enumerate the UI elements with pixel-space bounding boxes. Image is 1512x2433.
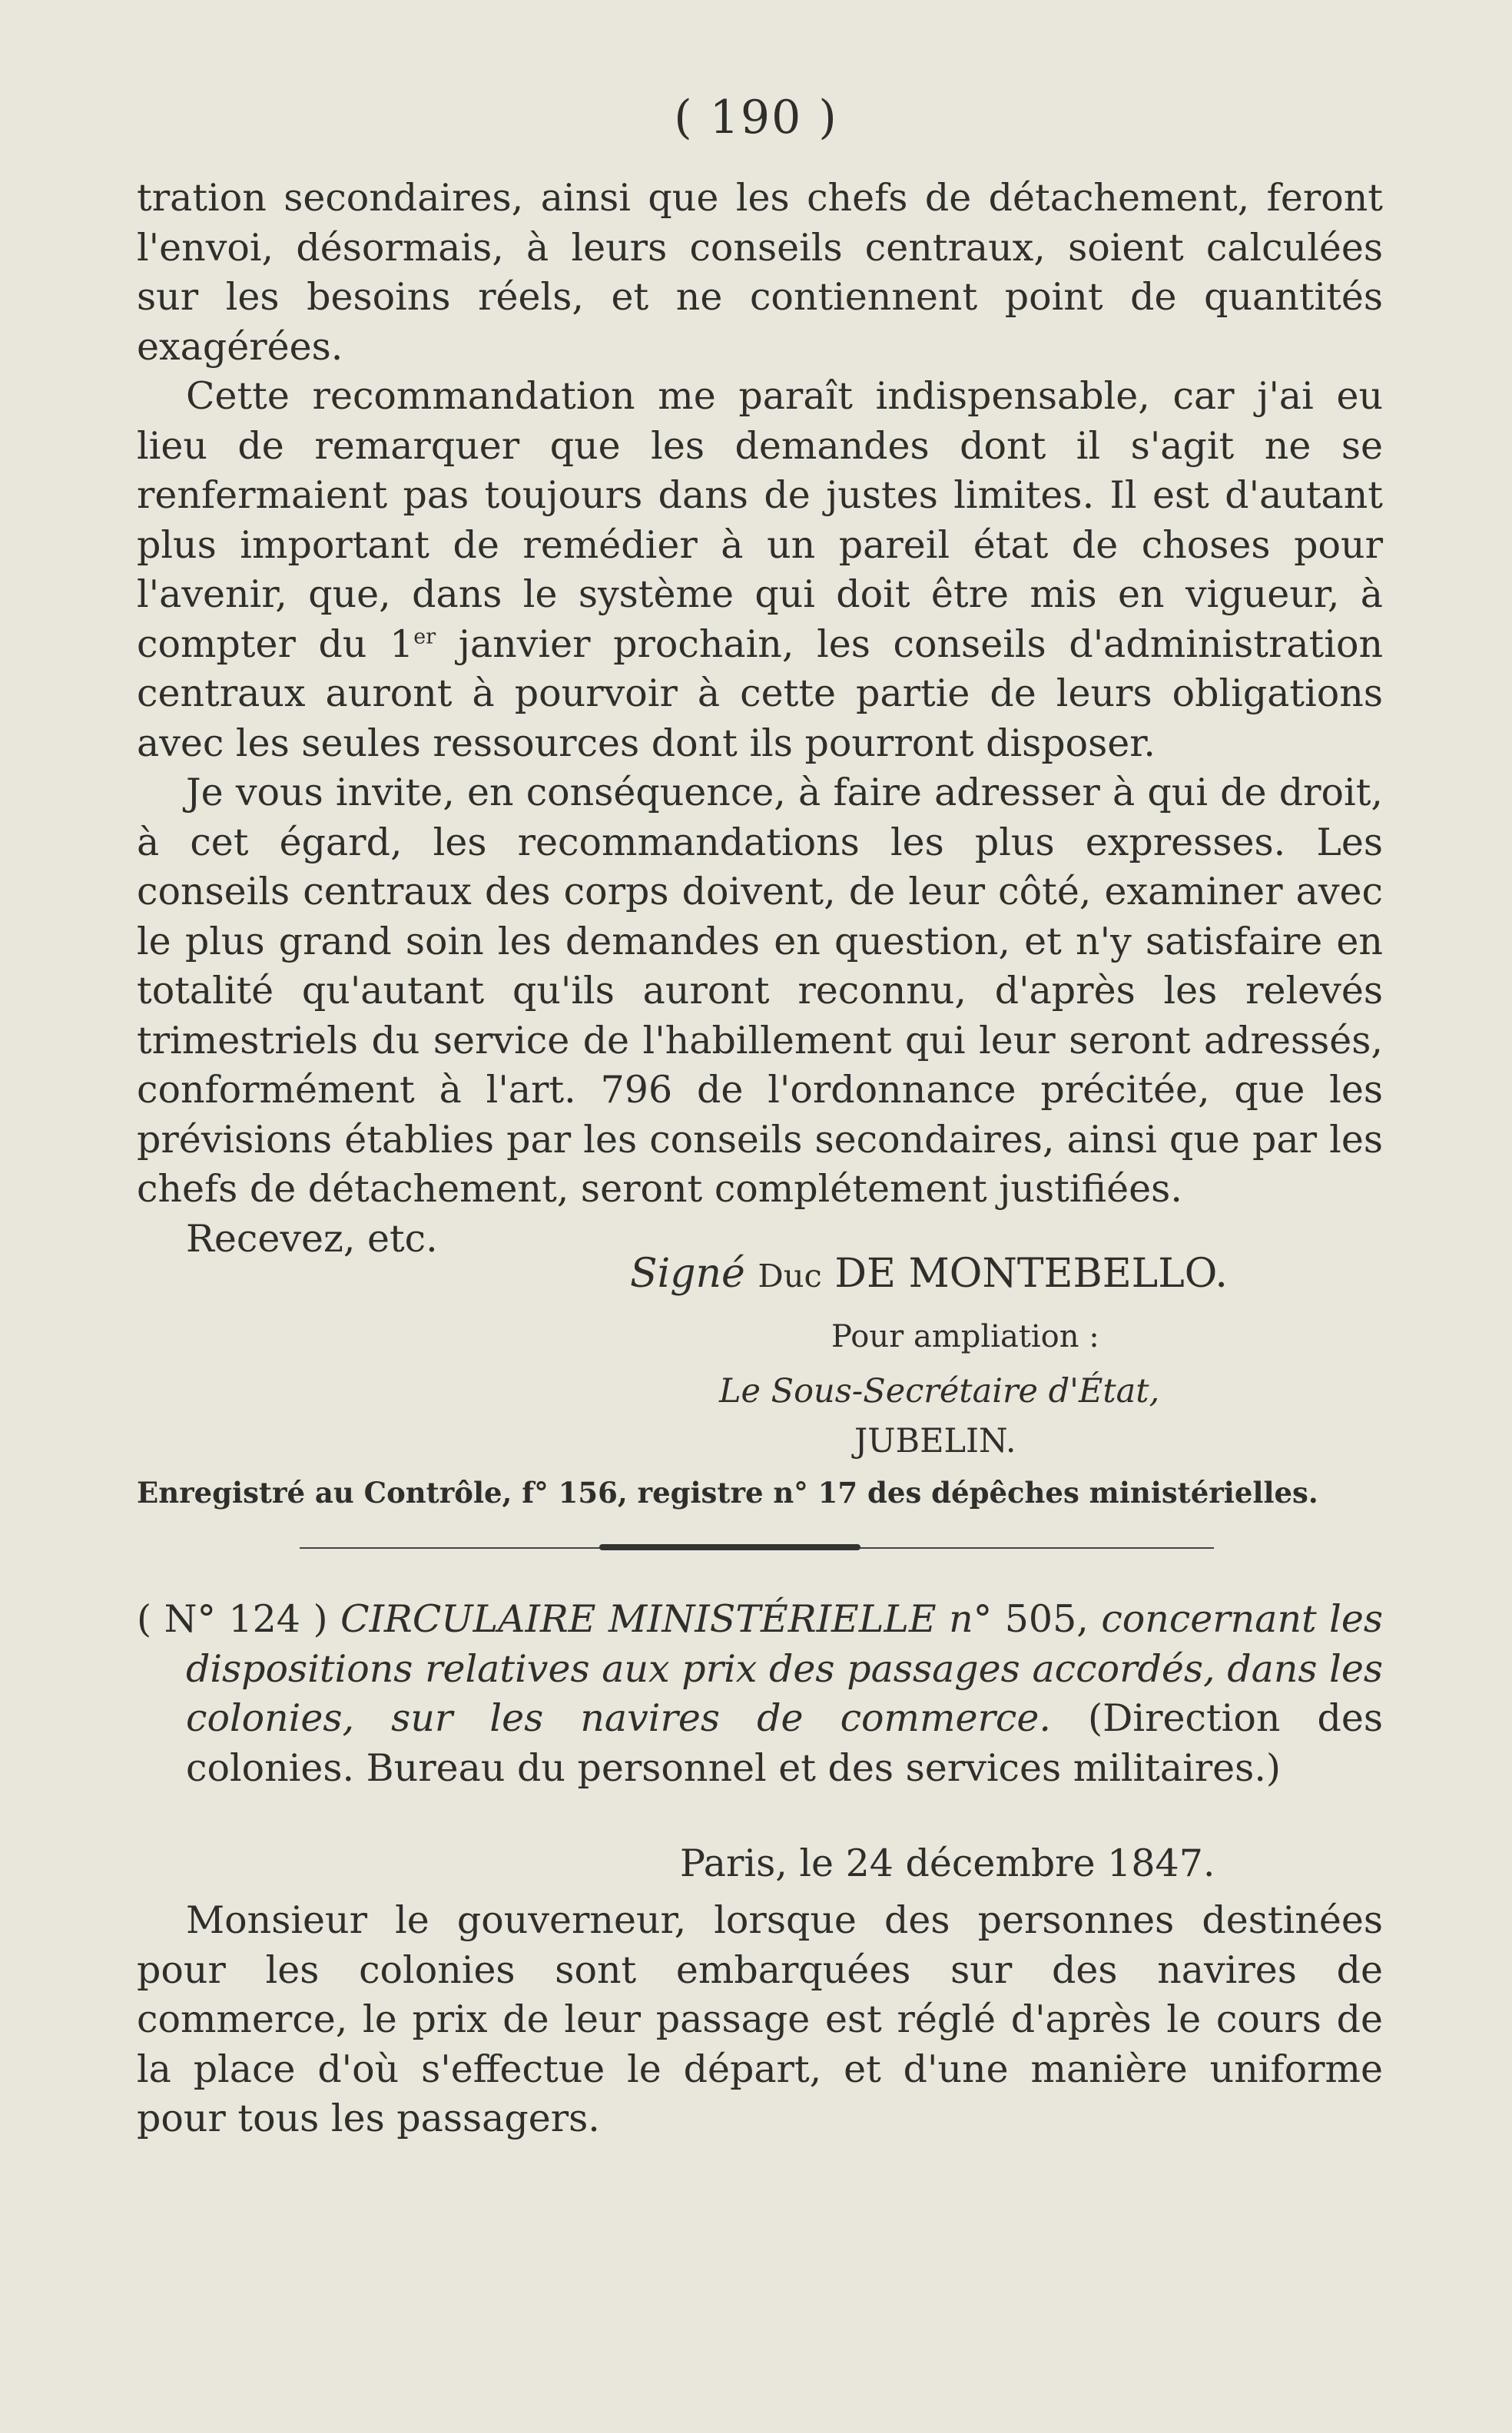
superscript-er: er [413,625,436,649]
paragraph-3: Je vous invite, en conséquence, à faire adresser à qui de droit, à cet égard, les recommandations les plus expresses. Les conseils centraux des corps doivent, de leur côté, examiner avec le plus grand soin les demandes en question, et n'y satisfaire en totalité qu'autant qu'ils auront reconnu, d'après les relevés trimestriels du service de l'habillement qui leur seront adressés, conformément à l'art. 796 de l'ordonnance précitée, que les prévisions établies par les conseils secondaires, ainsi que par les chefs de détachement, seront complétement justifiées. [137,771,1383,1211]
circular-paragraph-1: Monsieur le gouverneur, lorsque des personnes destinées pour les colonies sont embarquées sur des navires de commerce, le prix de leur passage est réglé d'après le cours de la place d'où s'effectue le départ, et d'une manière uniforme pour tous les passagers. [137,1898,1383,2140]
circular-direction: (Direction des colonies. Bureau du personnel et des services militaires.) [186,1696,1383,1790]
page-number: ( 190 ) [674,91,838,144]
circular-subject: concernant les dispositions relatives aux prix des passages accordés, dans les colonies, sur les navires de commerce. [186,1597,1383,1740]
paragraph-1: tration secondaires, ainsi que les chefs de détachement, feront l'envoi, désormais, à leurs conseils centraux, soient calculées sur les besoins réels, et ne contiennent point de quantités exagérées. [137,176,1383,369]
signature-name: DE MONTEBELLO. [834,1251,1228,1297]
circular-number: ( N° 124 ) [137,1597,328,1641]
circular-header [137,1595,1383,1793]
ampliation-line: Pour ampliation : [831,1319,1099,1354]
section-divider-ornament [599,1544,860,1550]
circular-title: CIRCULAIRE MINISTÉRIELLE [340,1597,937,1641]
circular-heading [137,1595,1383,1793]
letter-body [137,174,1383,1264]
paragraph-2-part-b: janvier prochain, les conseils d'administration centraux auront à pourvoir à cette partie de leurs obligations avec les seules ressources dont ils pourront disposer. [137,622,1383,765]
paragraph-2 [137,372,1383,768]
sous-secretaire-line: Le Sous-Secrétaire d'État, [719,1372,1160,1410]
registration-note: Enregistré au Contrôle, f° 156, registre n° 17 des dépêches ministérielles. [137,1476,1318,1510]
paragraph-2-part-a: Cette recommandation me paraît indispensable, car j'ai eu lieu de remarquer que les demandes dont il s'agit ne se renfermaient pas toujours dans de justes limites. Il est d'autant plus important de remédier à un pareil état de choses pour l'avenir, que, dans le système qui doit être mis en vigueur, à compter du 1 [137,374,1383,666]
jubelin-signature: JUBELIN. [854,1422,1016,1460]
signature-signe: Signé [630,1251,745,1297]
circular-body [137,1896,1383,2144]
circular-n-label: n° [949,1597,993,1641]
circular-date: Paris, le 24 décembre 1847. [680,1841,1215,1885]
circular-n-value: 505, [1004,1597,1089,1641]
signature-line [630,1251,1228,1297]
signature-duc: Duc [758,1257,822,1294]
paragraph-4: Recevez, etc. [186,1216,438,1261]
